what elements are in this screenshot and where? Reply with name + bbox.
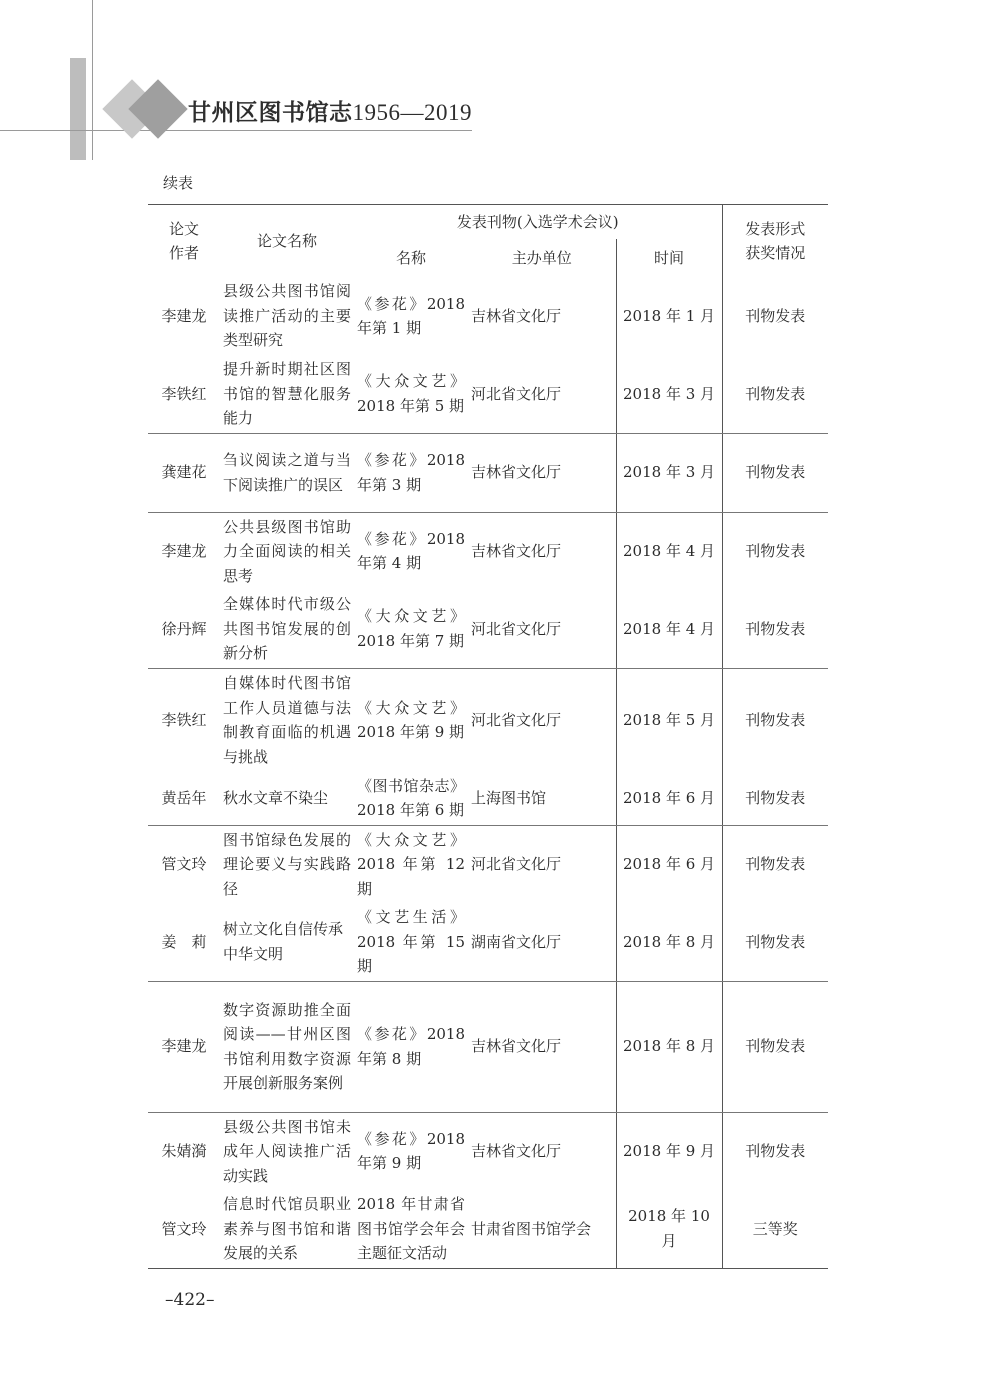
title-cell: 秋水文章不染尘 xyxy=(220,772,354,825)
continued-label: 续表 xyxy=(163,174,194,192)
form-cell: 刊物发表 xyxy=(722,825,828,903)
title-cell: 提升新时期社区图书馆的智慧化服务能力 xyxy=(220,355,354,433)
title-cell: 县级公共图书馆未成年人阅读推广活动实践 xyxy=(223,1117,351,1185)
author-cell: 李铁红 xyxy=(148,355,220,433)
journal-cell: 《参花》2018 年第 3 期 xyxy=(354,433,468,512)
table-row xyxy=(148,512,828,590)
organizer-cell: 河北省文化厅 xyxy=(471,855,562,873)
form-cell: 刊物发表 xyxy=(722,1112,828,1190)
header-time: 时间 xyxy=(616,239,722,277)
time-cell: 2018 年 4 月 xyxy=(616,512,722,590)
table-row xyxy=(148,355,828,433)
time-cell: 2018 年 9 月 xyxy=(616,1112,722,1190)
form-cell: 刊物发表 xyxy=(722,277,828,355)
journal-cell: 《大众文艺》2018 年第 5 期 xyxy=(354,355,468,433)
header-decor-vline xyxy=(92,0,93,160)
table-row xyxy=(148,590,828,668)
time-cell: 2018 年 8 月 xyxy=(616,981,722,1112)
organizer-cell: 湖南省文化厅 xyxy=(468,903,616,981)
title-cell: 公共县级图书馆助力全面阅读的相关思考 xyxy=(223,517,351,585)
table-row xyxy=(148,825,828,903)
table-row xyxy=(148,981,828,1112)
organizer-cell: 上海图书馆 xyxy=(468,772,616,825)
time-cell: 2018 年 6 月 xyxy=(616,772,722,825)
author-cell: 管文玲 xyxy=(161,855,207,873)
title-cell: 数字资源助推全面阅读——甘州区图书馆利用数字资源开展创新服务案例 xyxy=(220,981,354,1112)
time-cell: 2018 年 10 月 xyxy=(616,1190,722,1268)
table-row xyxy=(148,903,828,981)
table-row xyxy=(148,1190,828,1268)
journal-cell: 《参花》2018 年第 8 期 xyxy=(354,981,468,1112)
form-cell: 刊物发表 xyxy=(722,355,828,433)
table-row xyxy=(148,772,828,825)
journal-cell: 《参花》2018 年第 1 期 xyxy=(357,294,465,337)
form-cell: 刊物发表 xyxy=(722,668,828,772)
header-publication-group: 发表刊物(入选学术会议) xyxy=(354,205,722,240)
time-cell: 2018 年 4 月 xyxy=(616,590,722,668)
author-cell: 李铁红 xyxy=(161,711,207,729)
title-cell: 刍议阅读之道与当下阅读推广的误区 xyxy=(220,433,354,512)
form-cell: 刊物发表 xyxy=(722,772,828,825)
journal-cell: 《参花》2018 年第 4 期 xyxy=(357,529,465,573)
author-cell: 黄岳年 xyxy=(148,772,220,825)
form-cell: 三等奖 xyxy=(722,1190,828,1268)
header-title: 论文名称 xyxy=(220,205,354,278)
title-cell: 信息时代馆员职业素养与图书馆和谐发展的关系 xyxy=(220,1190,354,1268)
form-cell: 刊物发表 xyxy=(722,903,828,981)
header-form: 发表形式获奖情况 xyxy=(722,205,828,278)
author-cell: 李建龙 xyxy=(161,306,207,325)
title-cell: 县级公共图书馆阅读推广活动的主要类型研究 xyxy=(223,282,351,350)
organizer-cell: 吉林省文化厅 xyxy=(468,981,616,1112)
organizer-cell: 吉林省文化厅 xyxy=(471,1142,562,1160)
table-row xyxy=(148,277,828,355)
organizer-cell: 河北省文化厅 xyxy=(468,590,616,668)
header-organizer: 主办单位 xyxy=(511,248,572,267)
form-cell: 刊物发表 xyxy=(722,981,828,1112)
journal-cell: 2018 年甘肃省图书馆学会年会主题征文活动 xyxy=(354,1190,468,1268)
time-cell: 2018 年 3 月 xyxy=(616,355,722,433)
form-cell: 刊物发表 xyxy=(722,433,828,512)
time-cell: 2018 年 1 月 xyxy=(616,277,722,355)
form-cell: 刊物发表 xyxy=(722,512,828,590)
table-header xyxy=(148,205,828,278)
papers-table xyxy=(148,204,828,1269)
header-author: 论文作者 xyxy=(148,205,220,278)
organizer-cell: 甘肃省图书馆学会 xyxy=(468,1190,616,1268)
organizer-cell: 河北省文化厅 xyxy=(468,355,616,433)
author-cell: 李建龙 xyxy=(148,981,220,1112)
table-row xyxy=(148,433,828,512)
title-cell: 全媒体时代市级公共图书馆发展的创新分析 xyxy=(220,590,354,668)
author-cell: 朱婧漪 xyxy=(161,1142,207,1160)
header-pub-name: 名称 xyxy=(395,248,426,267)
header-rule xyxy=(0,130,472,131)
organizer-cell: 河北省文化厅 xyxy=(471,711,562,729)
book-years: 1956—2019 xyxy=(352,100,472,125)
author-cell: 李建龙 xyxy=(161,542,207,560)
running-title xyxy=(188,94,472,127)
author-cell: 龚建花 xyxy=(148,433,220,512)
journal-cell: 《图书馆杂志》2018 年第 6 期 xyxy=(354,772,468,825)
table-row xyxy=(148,1112,828,1190)
form-cell: 刊物发表 xyxy=(722,590,828,668)
title-cell: 图书馆绿色发展的理论要义与实践路径 xyxy=(223,830,351,898)
organizer-cell: 吉林省文化厅 xyxy=(468,433,616,512)
header-decor-bar xyxy=(70,58,86,160)
page-number: –422– xyxy=(165,1290,215,1310)
book-title: 甘州区图书馆志 xyxy=(188,100,353,126)
journal-cell: 《参花》2018 年第 9 期 xyxy=(357,1129,465,1173)
organizer-cell: 吉林省文化厅 xyxy=(471,306,562,325)
title-cell: 树立文化自信传承中华文明 xyxy=(220,903,354,981)
organizer-cell: 吉林省文化厅 xyxy=(471,542,562,560)
author-cell: 管文玲 xyxy=(148,1190,220,1268)
time-cell: 2018 年 5 月 xyxy=(616,668,722,772)
time-cell: 2018 年 3 月 xyxy=(616,433,722,512)
table-row xyxy=(148,668,828,772)
journal-cell: 《文艺生活》2018 年第 15 期 xyxy=(354,903,468,981)
time-cell: 2018 年 8 月 xyxy=(616,903,722,981)
journal-cell: 《大众文艺》2018 年第 12 期 xyxy=(357,830,465,898)
author-cell: 姜 莉 xyxy=(148,903,220,981)
title-cell: 自媒体时代图书馆工作人员道德与法制教育面临的机遇与挑战 xyxy=(223,674,351,766)
journal-cell: 《大众文艺》2018 年第 9 期 xyxy=(357,698,465,742)
author-cell: 徐丹辉 xyxy=(148,590,220,668)
time-cell: 2018 年 6 月 xyxy=(616,825,722,903)
journal-cell: 《大众文艺》2018 年第 7 期 xyxy=(354,590,468,668)
